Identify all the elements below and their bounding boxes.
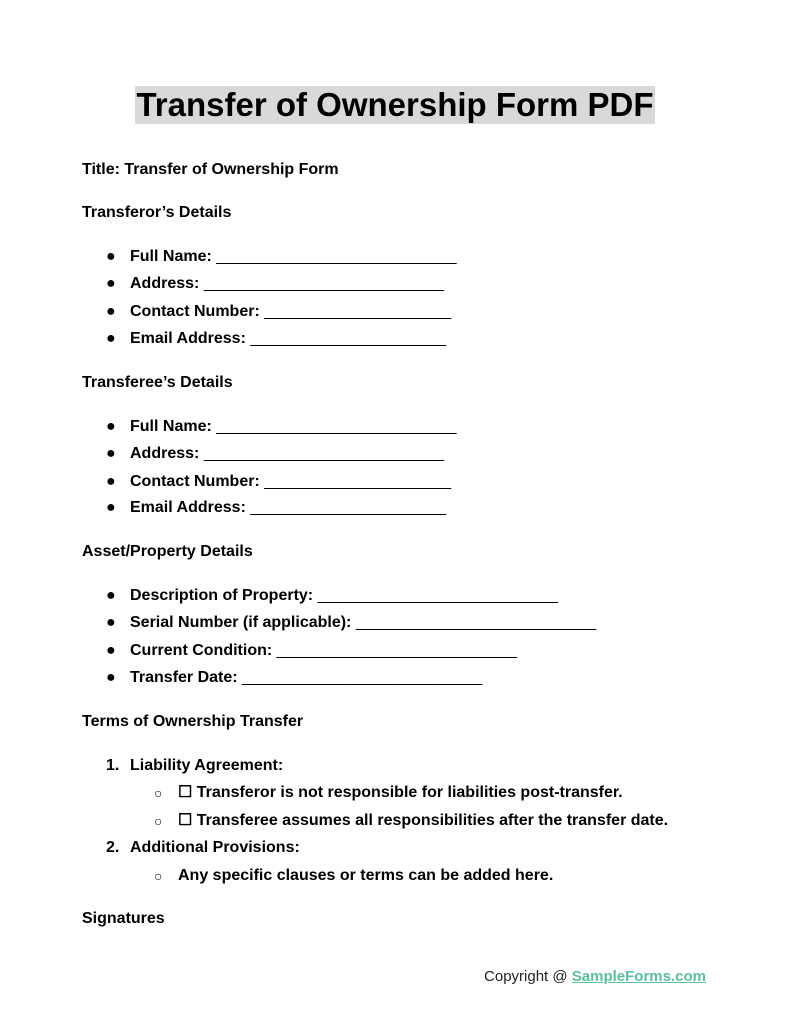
bullet-icon: ● [106,669,116,686]
bullet-icon: ● [106,587,116,604]
contact-number-blank[interactable]: _____________________ [264,473,452,490]
circle-bullet-icon: ○ [154,785,163,801]
field-label: Email Address: [130,330,246,347]
form-title: Title: Transfer of Ownership Form [82,161,339,178]
field-label: Full Name: [130,248,212,265]
field-label: Full Name: [130,418,212,435]
transferee-contact-field [130,472,451,492]
address-blank[interactable]: ___________________________ [203,445,445,462]
field-label: Email Address: [130,499,246,516]
condition-blank[interactable]: ___________________________ [276,642,517,659]
brand-link[interactable]: SampleForms.com [571,968,706,985]
transferor-contact-field [130,302,451,322]
title-wrapper [0,86,790,124]
circle-bullet-icon: ○ [154,813,163,829]
field-label: Transfer Date: [130,669,238,686]
field-label: Address: [130,445,200,462]
address-blank[interactable]: ___________________________ [203,275,445,292]
circle-bullet-icon: ○ [154,868,163,884]
email-blank[interactable]: ______________________ [250,499,447,516]
description-blank[interactable]: ___________________________ [317,587,558,604]
field-label: Description of Property: [130,587,314,604]
serial-number-blank[interactable]: ___________________________ [355,614,597,631]
bullet-icon: ● [106,275,116,292]
field-label: Current Condition: [130,642,273,659]
list-number: 1. [106,757,120,774]
transferor-liability-checkbox[interactable]: ☐ Transferor is not responsible for liabilities post-transfer. [178,784,623,801]
bullet-icon: ● [106,303,116,320]
email-blank[interactable]: ______________________ [250,330,447,347]
asset-condition-field [130,641,517,661]
bullet-icon: ● [106,418,116,435]
bullet-icon: ● [106,499,116,516]
transferor-address-field [130,274,444,294]
full-name-blank[interactable]: ___________________________ [216,418,457,435]
bullet-icon: ● [106,473,116,490]
copyright-footer [484,967,706,987]
transferee-email-field [130,498,446,518]
field-label: Contact Number: [130,473,260,490]
field-label: Contact Number: [130,303,260,320]
contact-number-blank[interactable]: _____________________ [264,303,452,320]
bullet-icon: ● [106,614,116,631]
page-title: Transfer of Ownership Form PDF [136,86,654,123]
field-label: Serial Number (if applicable): [130,614,352,631]
bullet-icon: ● [106,445,116,462]
bullet-icon: ● [106,642,116,659]
additional-provisions-text: Any specific clauses or terms can be added here. [178,867,554,884]
asset-description-field [130,586,558,606]
transferee-heading: Transferee’s Details [82,374,233,391]
transferor-full-name-field [130,247,457,267]
transferee-full-name-field [130,417,457,437]
bullet-icon: ● [106,248,116,265]
transferee-address-field [130,444,444,464]
asset-heading: Asset/Property Details [82,543,253,560]
list-number: 2. [106,839,120,856]
bullet-icon: ● [106,330,116,347]
transferor-email-field [130,329,446,349]
asset-transfer-date-field [130,668,482,688]
signatures-heading: Signatures [82,910,165,927]
additional-provisions-label: Additional Provisions: [130,839,300,856]
transferor-heading: Transferor’s Details [82,204,232,221]
asset-serial-field [130,613,596,633]
field-label: Address: [130,275,200,292]
liability-agreement-label: Liability Agreement: [130,757,284,774]
transferee-responsibility-checkbox[interactable]: ☐ Transferee assumes all responsibilities after the transfer date. [178,812,669,829]
copyright-text: Copyright @ [484,968,572,985]
terms-heading: Terms of Ownership Transfer [82,713,304,730]
full-name-blank[interactable]: ___________________________ [216,248,457,265]
transfer-date-blank[interactable]: ___________________________ [242,669,483,686]
